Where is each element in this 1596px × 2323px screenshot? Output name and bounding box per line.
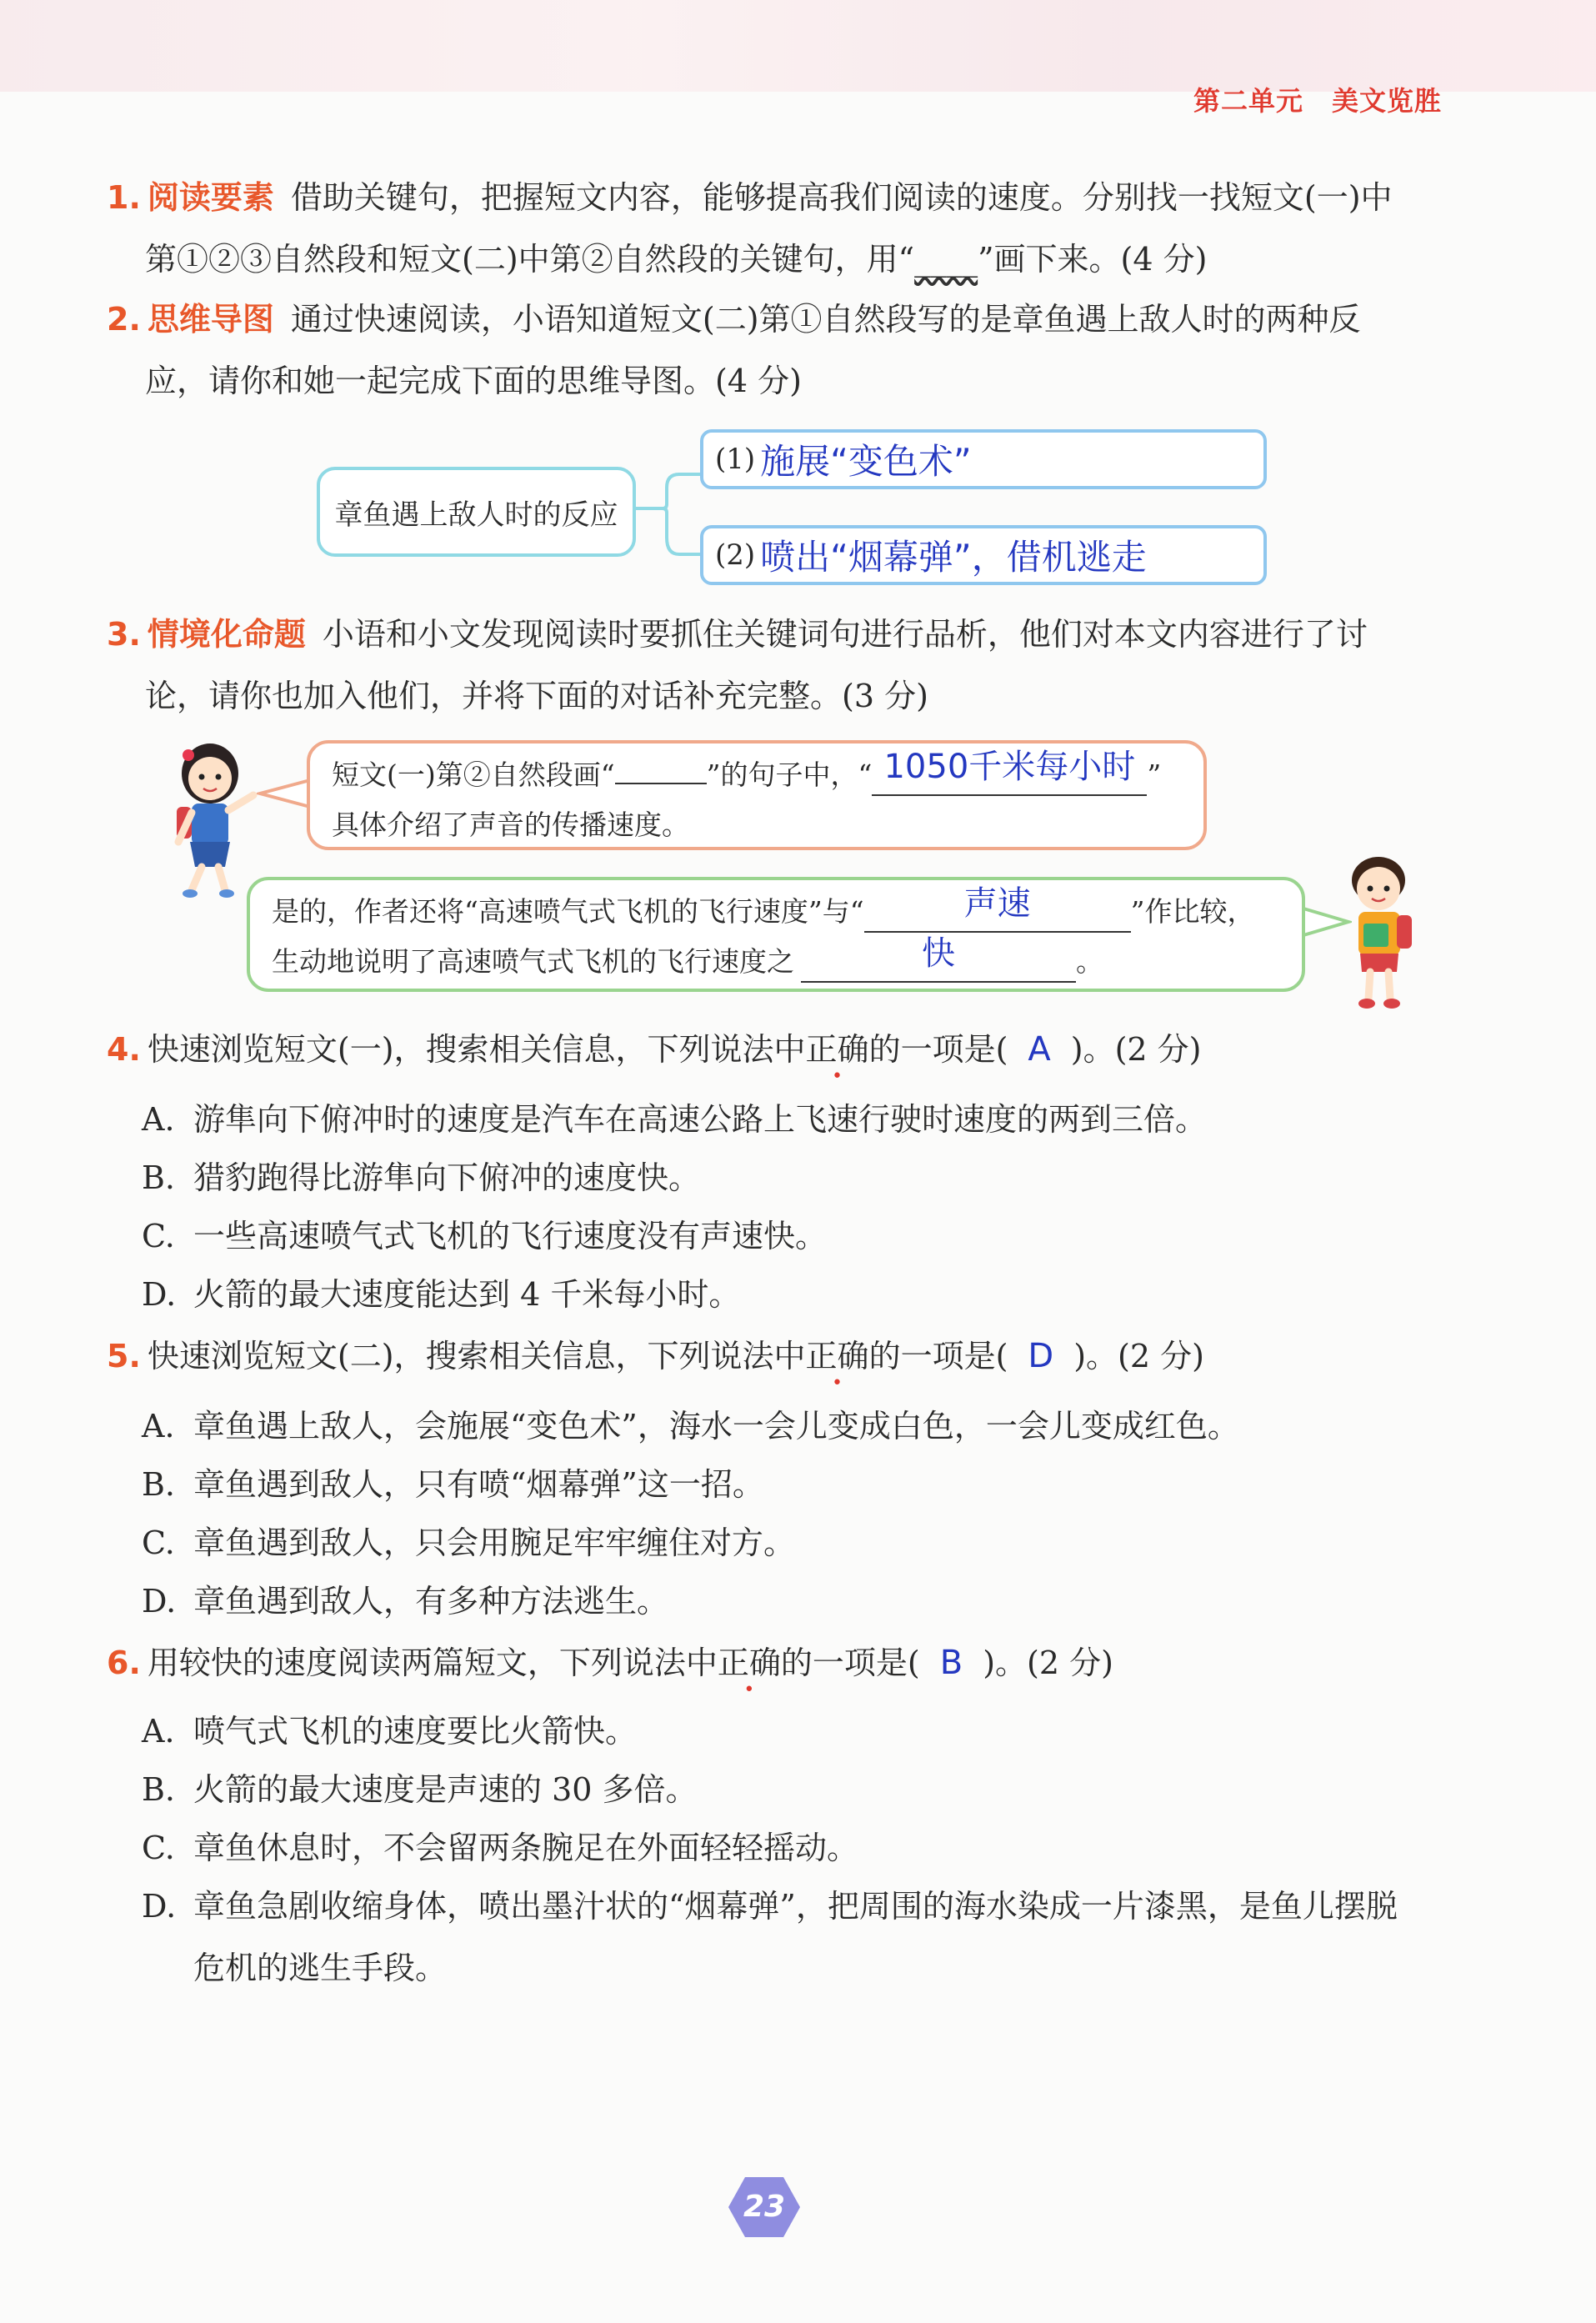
question-5	[107, 1325, 1457, 1387]
option-text: 火箭的最大速度能达到 4 千米每小时。	[193, 1276, 741, 1313]
dialogue-bubble-girl	[307, 740, 1207, 850]
option-text: 喷气式飞机的速度要比火箭快。	[193, 1713, 638, 1750]
option-letter: B.	[142, 1159, 176, 1196]
question-text: 的一项是(	[868, 1338, 1008, 1374]
question-text: 快速浏览短文(一)，搜索相关信息，下列说法中	[147, 1031, 806, 1068]
question-tag: 思维导图	[147, 301, 274, 338]
option-text: 一些高速喷气式飞机的飞行速度没有声速快。	[193, 1218, 828, 1254]
branch-number: (1)	[715, 443, 756, 476]
question-text: 小语和小文发现阅读时要抓住关键词句进行品析，他们对本文内容进行了讨	[322, 616, 1368, 653]
unit-title: 第二单元	[1193, 85, 1303, 117]
option-text: 游隼向下俯冲时的速度是汽车在高速公路上飞速行驶时速度的两到三倍。	[193, 1101, 1208, 1138]
blank-field[interactable]	[801, 934, 1076, 983]
bubble-text: ”作比较，	[1130, 895, 1255, 928]
question-tag: 阅读要素	[147, 179, 274, 216]
question-1	[107, 167, 1457, 290]
question-number: 4.	[107, 1031, 141, 1068]
question-number: 5.	[107, 1338, 141, 1374]
blank-field[interactable]	[864, 884, 1131, 933]
question-number: 6.	[107, 1645, 141, 1681]
handwritten-answer: 喷出“烟幕弹”，借机逃走	[760, 537, 1147, 578]
option-letter: D.	[142, 1276, 177, 1313]
answer-choice[interactable]: A	[1028, 1030, 1051, 1069]
handwritten-answer: 1050千米每小时	[883, 748, 1136, 786]
mindmap-connector	[629, 463, 704, 563]
question-text: 用较快的速度阅读两篇短文，下列说法中	[147, 1645, 718, 1681]
question-text: )。(2 分)	[1073, 1338, 1204, 1374]
handwritten-answer: 声速	[963, 884, 1031, 923]
girl-illustration-icon	[158, 733, 267, 900]
question-number: 3.	[107, 616, 141, 653]
option-letter: D.	[142, 1583, 177, 1620]
branch-number: (2)	[715, 538, 756, 572]
question-2	[107, 288, 1457, 412]
handwritten-answer: 施展“变色术”	[760, 441, 972, 482]
option-letter: C.	[142, 1830, 175, 1866]
blank-field[interactable]	[615, 783, 707, 784]
option-text: 章鱼休息时，不会留两条腕足在外面轻轻摇动。	[193, 1830, 859, 1866]
option-c[interactable]	[142, 1817, 1458, 1879]
option-text: 猎豹跑得比游隼向下俯冲的速度快。	[193, 1159, 701, 1196]
option-d[interactable]	[142, 1875, 1458, 1999]
option-d[interactable]	[142, 1264, 1458, 1325]
emphasis-key: 正确	[805, 1338, 869, 1374]
question-text: 快速浏览短文(二)，搜索相关信息，下列说法中	[147, 1338, 806, 1374]
mindmap-branch-1[interactable]	[700, 429, 1267, 489]
question-text: )。(2 分)	[983, 1645, 1113, 1681]
question-text: 借助关键句，把握短文内容，能够提高我们阅读的速度。分别找一找短文(一)中	[290, 179, 1393, 216]
option-letter: A.	[142, 1101, 175, 1138]
mindmap-center: 章鱼遇上敌人时的反应	[317, 467, 636, 557]
bubble-text: 短文(一)第②自然段画“	[332, 758, 615, 791]
option-letter: C.	[142, 1524, 175, 1561]
option-text: 危机的逃生手段。	[193, 1950, 448, 1986]
option-c[interactable]	[142, 1205, 1458, 1267]
unit-header	[1193, 80, 1442, 118]
question-text: )。(2 分)	[1070, 1031, 1202, 1068]
page-number-badge	[728, 2175, 800, 2239]
bubble-tail-green	[1302, 905, 1352, 939]
bubble-text: 生动地说明了高速喷气式飞机的飞行速度之	[272, 945, 794, 978]
bubble-text: 。	[1076, 945, 1103, 978]
section-title: 美文览胜	[1331, 85, 1442, 117]
question-4	[107, 1019, 1457, 1080]
option-letter: A.	[142, 1713, 175, 1750]
option-letter: B.	[142, 1771, 176, 1808]
bubble-text: 是的，作者还将“高速喷气式飞机的飞行速度”与“	[272, 895, 864, 928]
question-text: 应，请你和她一起完成下面的思维导图。(4 分)	[145, 363, 802, 399]
bubble-tail-orange	[257, 777, 312, 810]
question-number: 2.	[107, 301, 141, 338]
option-letter: C.	[142, 1218, 175, 1254]
option-d[interactable]	[142, 1570, 1458, 1632]
question-tag: 情境化命题	[147, 616, 306, 653]
option-letter: A.	[142, 1408, 175, 1444]
answer-choice[interactable]: D	[1028, 1337, 1054, 1375]
option-text: 章鱼急剧收缩身体，喷出墨汁状的“烟幕弹”，把周围的海水染成一片漆黑，是鱼儿摆脱	[193, 1888, 1398, 1925]
option-text: 章鱼遇到敌人，只有喷“烟幕弹”这一招。	[193, 1466, 764, 1503]
option-a[interactable]	[142, 1700, 1458, 1762]
option-a[interactable]	[142, 1089, 1458, 1150]
question-6	[107, 1632, 1457, 1694]
bubble-text: ”	[1147, 758, 1162, 791]
question-text: 的一项是(	[868, 1031, 1008, 1068]
option-text: 火箭的最大速度是声速的 30 多倍。	[193, 1771, 698, 1808]
option-text: 章鱼遇到敌人，只会用腕足牢牢缠住对方。	[193, 1524, 796, 1561]
option-a[interactable]	[142, 1395, 1458, 1457]
emphasis-key: 正确	[805, 1031, 869, 1068]
question-text: 通过快速阅读，小语知道短文(二)第①自然段写的是章鱼遇上敌人时的两种反	[290, 301, 1361, 338]
bubble-text: ”的句子中，“	[706, 758, 873, 791]
dialogue-bubble-boy	[247, 877, 1305, 992]
option-b[interactable]	[142, 1147, 1458, 1209]
page-top-band	[0, 0, 1596, 92]
question-text: 的一项是(	[780, 1645, 920, 1681]
question-text: 第①②③自然段和短文(二)中第②自然段的关键句，用“	[145, 241, 915, 278]
emphasis-key: 正确	[717, 1645, 781, 1681]
page-number: 23	[743, 2190, 786, 2224]
question-text: 论，请你也加入他们，并将下面的对话补充完整。(3 分)	[145, 678, 928, 714]
blank-field[interactable]	[872, 748, 1147, 796]
question-number: 1.	[107, 179, 141, 216]
option-letter: B.	[142, 1466, 176, 1503]
option-b[interactable]	[142, 1454, 1458, 1515]
wavy-mark: ____	[914, 241, 978, 278]
option-b[interactable]	[142, 1759, 1458, 1820]
answer-choice[interactable]: B	[939, 1644, 963, 1682]
option-c[interactable]	[142, 1512, 1458, 1574]
handwritten-answer: 快	[922, 934, 955, 973]
option-text: 章鱼遇上敌人，会施展“变色术”，海水一会儿变成白色，一会儿变成红色。	[193, 1408, 1239, 1444]
bubble-text: 具体介绍了声音的传播速度。	[332, 809, 689, 841]
mindmap-branch-2[interactable]	[700, 525, 1267, 585]
question-3	[107, 603, 1457, 727]
option-text: 章鱼遇到敌人，有多种方法逃生。	[193, 1583, 669, 1620]
option-letter: D.	[142, 1888, 177, 1925]
question-text: ”画下来。(4 分)	[978, 241, 1208, 278]
